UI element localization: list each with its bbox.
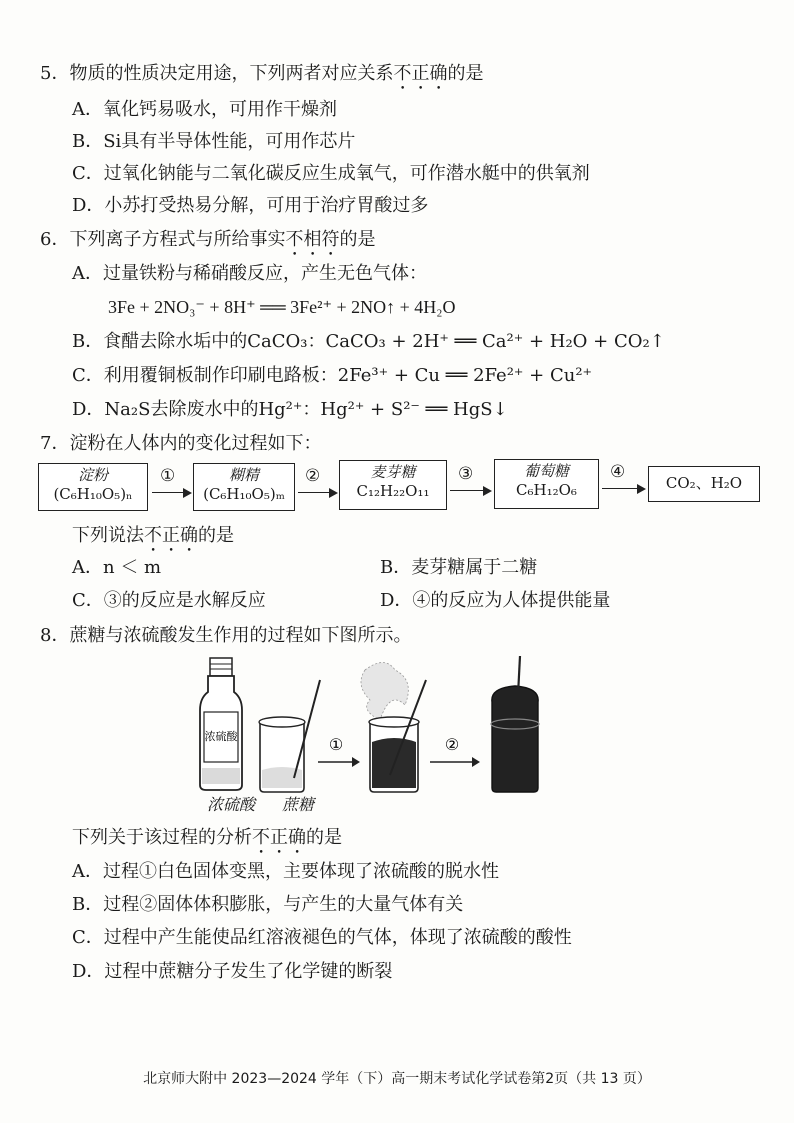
flow-arrow	[602, 488, 644, 489]
step2-label: ②	[444, 735, 460, 754]
q8-option-a: A．过程①白色固体变黑，主要体现了浓硫酸的脱水性	[72, 861, 499, 882]
step-label: ④	[610, 462, 626, 482]
flow-box-formula: CO₂、H₂O	[665, 474, 743, 492]
flow-box-formula: (C₆H₁₀O₅)ₙ	[53, 485, 133, 503]
flow-box-name: 麦芽糖	[370, 463, 416, 481]
flow-box-dextrin	[193, 463, 295, 511]
page-footer: 北京师大附中 2023—2024 学年（下）高一期末考试化学试卷第2页（共 13 页）	[143, 1071, 651, 1087]
blackened-beaker	[361, 663, 426, 793]
step1-label: ①	[328, 735, 344, 754]
flow-box-name: 葡萄糖	[523, 462, 569, 480]
q6-option-a-equation: 3Fe + 2NO₃⁻ + 8H⁺ ══ 3Fe²⁺ + 2NO↑ + 4H₂O	[108, 297, 456, 317]
q7-stem: 7．淀粉在人体内的变化过程如下：	[40, 433, 322, 454]
sugar-beaker	[259, 680, 320, 792]
flow-box-formula: C₁₂H₂₂O₁₁	[356, 482, 430, 500]
expanded-carbon-beaker	[491, 656, 539, 792]
q6-option-c: C．利用覆铜板制作印刷电路板：2Fe³⁺ + Cu ══ 2Fe²⁺ + Cu²⁺	[72, 365, 593, 386]
bottle-label: 浓硫酸	[204, 730, 238, 743]
q5-option-b: B．Si具有半导体性能，可用作芯片	[72, 131, 356, 152]
step-label: ①	[160, 466, 176, 486]
q8-option-b: B．过程②固体体积膨胀，与产生的大量气体有关	[72, 894, 464, 915]
step-label: ③	[458, 464, 474, 484]
q8-substem: 下列关于该过程的分析不正确的是	[72, 827, 342, 848]
caption-sugar: 蔗糖	[282, 795, 315, 814]
q5-option-d: D．小苏打受热易分解，可用于治疗胃酸过多	[72, 195, 429, 216]
q8-option-d: D．过程中蔗糖分子发生了化学键的断裂	[72, 961, 393, 982]
q8-stem: 8．蔗糖与浓硫酸发生作用的过程如下图所示。	[40, 625, 412, 646]
flow-arrow	[152, 492, 190, 493]
q7-option-c: C．③的反应是水解反应	[72, 590, 266, 611]
flow-box-maltose	[339, 460, 447, 510]
q6-option-d: D．Na₂S去除废水中的Hg²⁺：Hg²⁺ + S²⁻ ══ HgS↓	[72, 399, 508, 420]
q7-option-b: B．麦芽糖属于二糖	[380, 557, 538, 578]
q8-option-c: C．过程中产生能使品红溶液褪色的气体，体现了浓硫酸的酸性	[72, 927, 572, 948]
flow-box-starch	[38, 463, 148, 511]
flow-box-formula: C₆H₁₂O₆	[516, 481, 577, 499]
q5-stem: 5．物质的性质决定用途，下列两者对应关系不正确的是	[40, 63, 484, 84]
step-label: ②	[305, 466, 321, 486]
flow-arrow	[450, 490, 490, 491]
flow-arrow	[298, 492, 336, 493]
q7-substem: 下列说法不正确的是	[72, 525, 234, 546]
q7-option-a: A．n ＜ m	[72, 557, 162, 578]
flow-box-products	[648, 466, 760, 502]
q5-option-c: C．过氧化钠能与二氧化碳反应生成氧气，可作潜水艇中的供氧剂	[72, 163, 590, 184]
q6-option-a: A．过量铁粉与稀硝酸反应，产生无色气体：	[72, 263, 427, 284]
flow-box-formula: (C₆H₁₀O₅)ₘ	[203, 485, 285, 503]
flow-box-name: 糊精	[228, 466, 259, 484]
q7-option-d: D．④的反应为人体提供能量	[380, 590, 611, 611]
q6-stem: 6．下列离子方程式与所给事实不相符的是	[40, 229, 376, 250]
caption-acid: 浓硫酸	[207, 795, 256, 814]
flow-box-name: 淀粉	[77, 466, 108, 484]
flow-box-glucose	[494, 459, 599, 509]
acid-bottle	[200, 658, 242, 790]
q6-option-b: B．食醋去除水垢中的CaCO₃：CaCO₃ + 2H⁺ ══ Ca²⁺ + H₂O + CO₂↑	[72, 331, 665, 352]
q5-option-a: A．氧化钙易吸水，可用作干燥剂	[72, 99, 337, 120]
